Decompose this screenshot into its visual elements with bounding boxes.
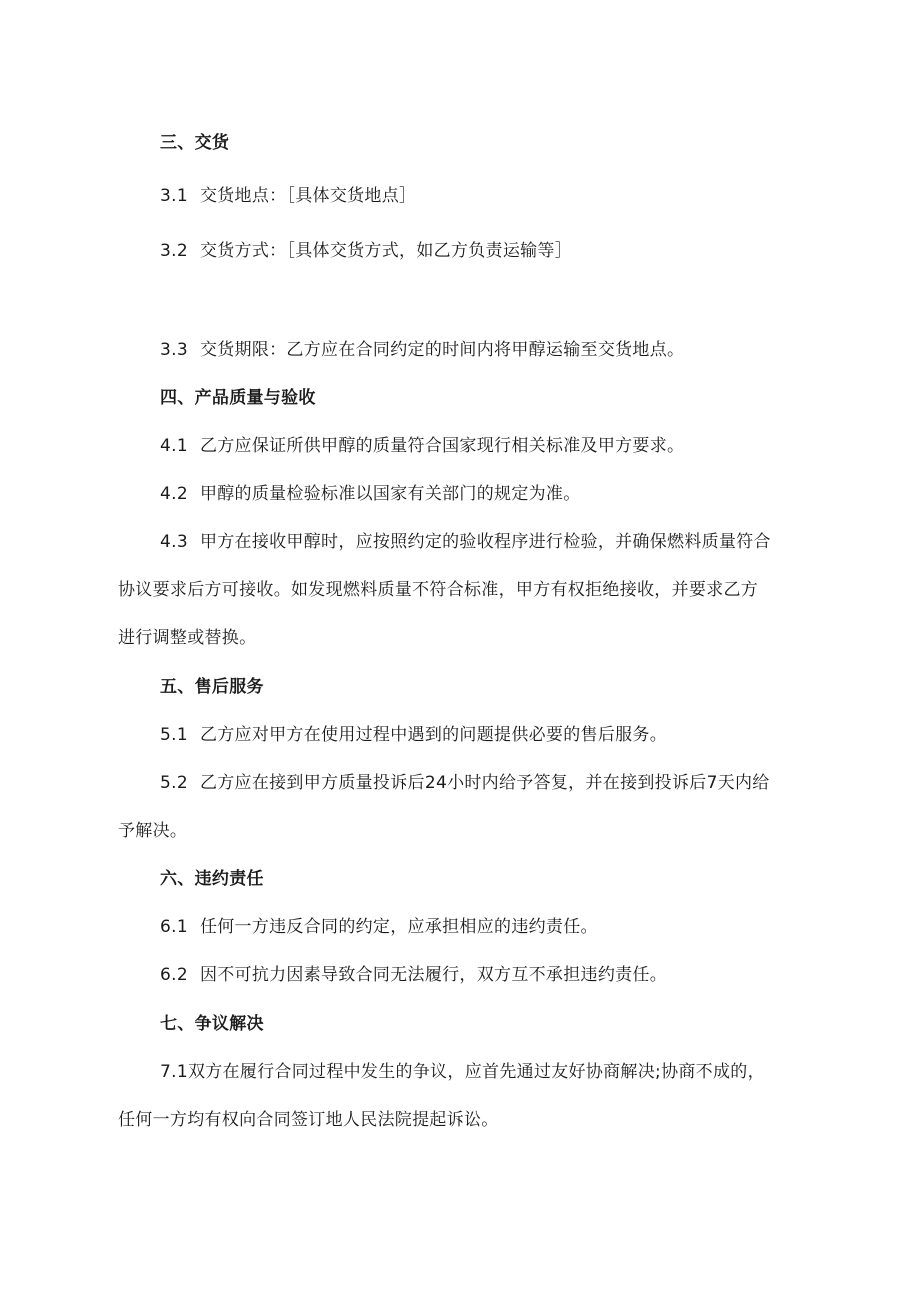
clause-number: 7.1 (160, 1062, 188, 1082)
clause-3-2 (160, 239, 572, 263)
section-heading: 三、交货 (160, 133, 230, 153)
clause-3-3 (160, 338, 684, 362)
clause-4-1 (160, 434, 684, 458)
section-heading: 六、违约责任 (160, 869, 264, 889)
clause-text: 交货地点：［具体交货地点］ (199, 186, 417, 206)
clause-number: 3.2 (160, 241, 188, 261)
section-heading: 五、售后服务 (160, 677, 264, 697)
clause-5-1 (160, 723, 667, 747)
clause-text: 交货方式：［具体交货方式，如乙方负责运输等］ (199, 241, 573, 261)
clause-number: 6.1 (160, 917, 188, 937)
clause-number: 5.1 (160, 725, 188, 745)
clause-text-continued: 任何一方均有权向合同签订地人民法院提起诉讼。 (118, 1110, 499, 1130)
section-heading: 四、产品质量与验收 (160, 388, 316, 408)
clause-7-1 (160, 1060, 765, 1084)
clause-text: 双方在履行合同过程中发生的争议，应首先通过友好协商解决;协商不成的， (187, 1062, 765, 1082)
clause-text-continued: 协议要求后方可接收。如发现燃料质量不符合标准，甲方有权拒绝接收，并要求乙方 (118, 580, 759, 600)
clause-text: 任何一方违反合同的约定，应承担相应的违约责任。 (199, 917, 598, 937)
clause-number: 5.2 (160, 773, 188, 793)
section-heading: 七、争议解决 (160, 1014, 264, 1034)
clause-text: 甲方在接收甲醇时，应按照约定的验收程序进行检验，并确保燃料质量符合 (199, 532, 771, 552)
clause-text-continued: 予解决。 (118, 821, 188, 841)
clause-text: 乙方应保证所供甲醇的质量符合国家现行相关标准及甲方要求。 (199, 436, 685, 456)
clause-text-continued: 进行调整或替换。 (118, 628, 257, 648)
clause-text: 乙方应对甲方在使用过程中遇到的问题提供必要的售后服务。 (199, 725, 668, 745)
clause-6-1 (160, 915, 598, 939)
clause-4-3 (160, 530, 771, 554)
clause-number: 3.1 (160, 186, 188, 206)
clause-number: 4.2 (160, 484, 188, 504)
clause-number: 4.3 (160, 532, 188, 552)
clause-text: 因不可抗力因素导致合同无法履行，双方互不承担违约责任。 (199, 965, 668, 985)
clause-3-1 (160, 184, 416, 208)
clause-6-2 (160, 963, 667, 987)
clause-number: 3.3 (160, 340, 188, 360)
clause-number: 4.1 (160, 436, 188, 456)
clause-5-2 (160, 771, 770, 795)
clause-text: 乙方应在接到甲方质量投诉后24小时内给予答复，并在接到投诉后7天内给 (199, 773, 770, 793)
clause-4-2 (160, 482, 581, 506)
clause-text: 甲醇的质量检验标准以国家有关部门的规定为准。 (199, 484, 581, 504)
clause-number: 6.2 (160, 965, 188, 985)
clause-text: 交货期限：乙方应在合同约定的时间内将甲醇运输至交货地点。 (199, 340, 685, 360)
